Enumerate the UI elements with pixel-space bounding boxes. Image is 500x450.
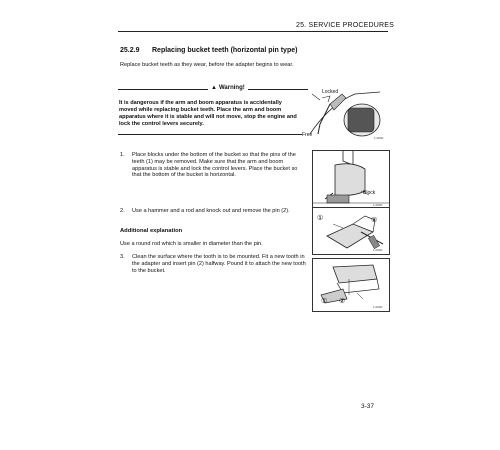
bucket-block-drawing <box>313 151 389 208</box>
label-locked: Locked <box>322 89 339 95</box>
figure-code: 1-0000 <box>374 136 384 140</box>
figure-pin-removal <box>312 207 390 255</box>
warning-label: Warning! <box>218 85 245 91</box>
figure-code: 1-0000 <box>373 203 383 207</box>
callout-2: ② <box>339 298 346 305</box>
figure-bucket-block <box>312 150 390 209</box>
warning-heading <box>208 85 248 91</box>
lever-lock-drawing <box>300 84 388 142</box>
step-number: 1. <box>120 152 125 158</box>
section-heading <box>120 47 297 54</box>
callout-1: ① <box>317 215 324 222</box>
warning-triangle-icon: ▲ <box>211 85 217 91</box>
label-free: Free <box>302 132 313 138</box>
page-number: 3-37 <box>361 403 375 410</box>
figure-new-tooth <box>312 258 390 312</box>
step-text: Clean the surface where the tooth is to be mounted. Fit a new tooth in the adapter and insert pin (2) halfway. Pound it to attach the new tooth to the bucket. <box>132 254 306 274</box>
step-2 <box>120 208 310 224</box>
section-number: 25.2.9 <box>120 47 140 54</box>
step-number: 3. <box>120 254 125 260</box>
intro-paragraph: Replace bucket teeth as they wear, before the adapter begins to wear. <box>120 62 294 68</box>
header-rule <box>118 31 388 32</box>
step-text: Use a hammer and a rod and knock out and remove the pin (2). <box>132 208 290 214</box>
step-3 <box>120 254 310 284</box>
figure-code: 1-0000 <box>373 248 383 252</box>
label-block: Block <box>363 190 376 196</box>
additional-heading: Additional explanation <box>120 228 183 234</box>
figure-code: 1-0000 <box>373 305 383 309</box>
warning-rule-bottom <box>118 134 302 135</box>
section-title: Replacing bucket teeth (horizontal pin type) <box>152 47 298 54</box>
callout-1: ① <box>321 298 328 305</box>
additional-text: Use a round rod which is smaller in diameter than the pin. <box>120 241 263 247</box>
step-1 <box>120 152 310 192</box>
figure-lever-lock <box>300 84 388 142</box>
callout-2: ② <box>371 217 378 224</box>
running-header: 25. SERVICE PROCEDURES <box>296 22 395 29</box>
warning-text: It is dangerous if the arm and boom apparatus is accidentally moved while replacing bucket teeth. Place the arm and boom apparatus where it is stable and will not move, stop the engine and lock the control levers securely. <box>119 100 297 127</box>
step-text: Place blocks under the bottom of the bucket so that the pins of the teeth (1) may be removed. Make sure that the arm and boom apparatus is stable and lock the control levers. Place the bucket so that the bottom of the bucket is horizontal. <box>132 152 298 179</box>
step-number: 2. <box>120 208 125 214</box>
